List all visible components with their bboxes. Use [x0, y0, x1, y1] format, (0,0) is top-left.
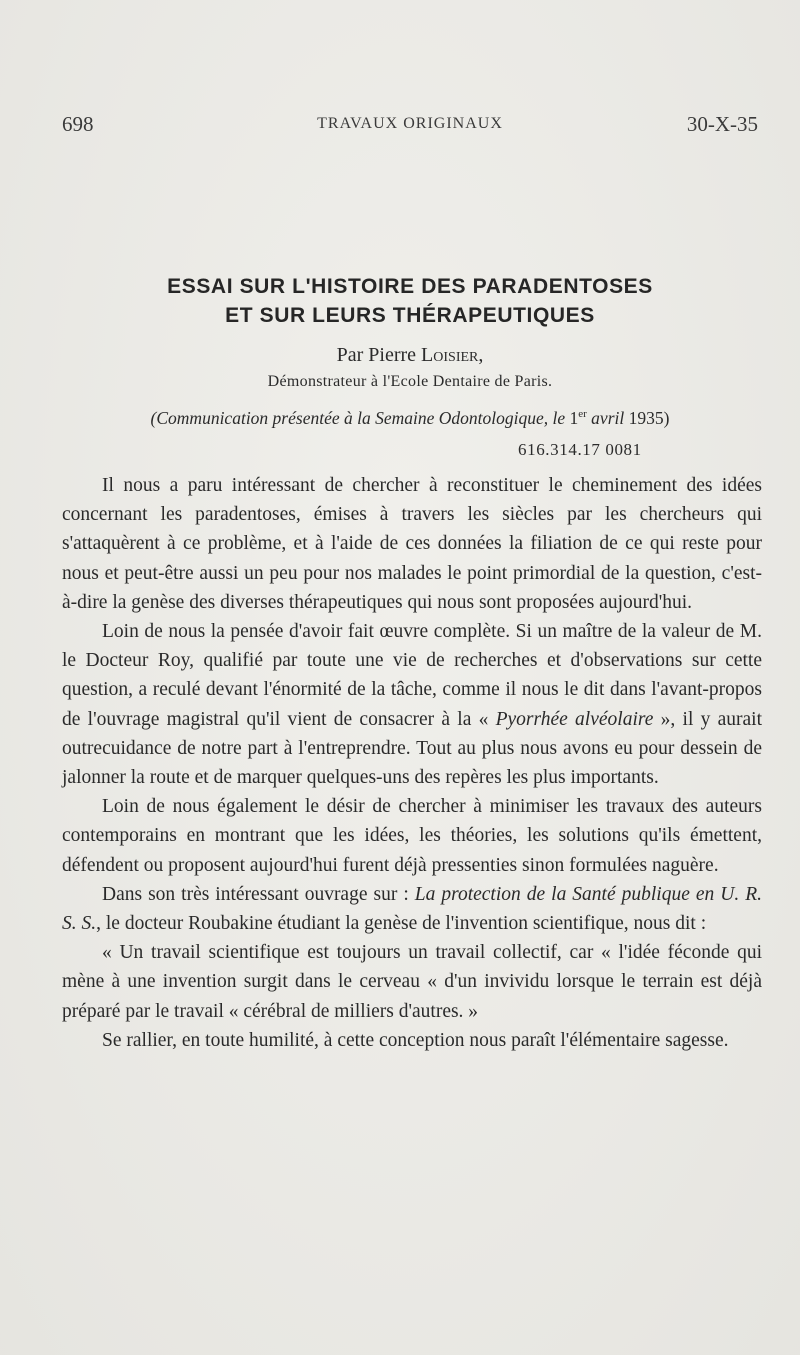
- running-head: [62, 112, 758, 142]
- quotation: « Un travail scientifique est toujours un travail collectif, car « l'idée féconde qui mène à une invention surgit dans le cerveau « d'un invividu lorsque le terrain est déjà préparé par le travail « cérébral de milliers d'autres. »: [62, 942, 762, 1022]
- communication-text: (Communication présentée à la Semaine Odontologique, le: [150, 408, 570, 428]
- paragraph-2-text-b: », il y aurait outrecuidance de notre part à l'entreprendre. Tout au plus nous avons eu pour dessein de jalonner la route et de marquer quelques-uns des repères les plus importants.: [62, 708, 762, 789]
- article-body: [62, 471, 762, 1055]
- paragraph-4: [62, 880, 762, 938]
- paragraph-4-text-a: Dans son très intéressant ouvrage sur :: [102, 883, 415, 905]
- communication-day-suffix: er: [578, 408, 587, 421]
- page-number: 698: [62, 112, 94, 136]
- author-name: Loisier: [421, 344, 479, 366]
- article-title-line-1: ESSAI SUR L'HISTOIRE DES PARADENTOSES: [167, 275, 653, 298]
- paragraph-4-text-b: , le docteur Roubakine étudiant la genèse de l'invention scientifique, nous dit :: [96, 913, 707, 935]
- communication-note: [60, 408, 760, 429]
- communication-close: ): [663, 408, 670, 428]
- author-affiliation: Démonstrateur à l'Ecole Dentaire de Paris.: [267, 373, 553, 390]
- article-title: [60, 272, 760, 330]
- paragraph-1: Il nous a paru intéressant de chercher à reconstituer le cheminement des idées concernant les paradentoses, émises à travers les siècles par les chercheurs qui s'attaquèrent à ce problème, et à l'aide de ces données la filiation de ce qui reste pour nous et peut-être aussi un peu pour nos malades le point primordial de la question, c'est-à-dire la genèse des diverses thérapeutiques qui nous sont proposées aujourd'hui.: [62, 475, 762, 613]
- classification-number: 616.314.17 0081: [518, 440, 642, 459]
- paragraph-2-italic: Pyorrhée alvéolaire: [495, 708, 654, 730]
- communication-day: 1: [569, 408, 579, 428]
- communication-month: avril: [586, 408, 629, 428]
- author-line: [60, 344, 760, 367]
- paragraph-2: [62, 617, 762, 792]
- author-prefix: Par Pierre: [336, 344, 422, 366]
- article-title-line-2: ET SUR LEURS THÉRAPEUTIQUES: [225, 304, 595, 327]
- author-suffix: ,: [478, 344, 484, 366]
- section-title: TRAVAUX ORIGINAUX: [317, 115, 503, 132]
- paragraph-2-text-a: Loin de nous la pensée d'avoir fait œuvre complète. Si un maître de la valeur de M. le Docteur Roy, qualifié par toute une vie de recherches et d'observations sur cette question, a reculé devant l'énormité de la tâche, comme il nous le dit dans l'avant-propos de l'ouvrage magistral qu'il vient de consacrer à la «: [62, 621, 762, 730]
- issue-date: 30-X-35: [686, 112, 758, 136]
- paragraph-3: Loin de nous également le désir de chercher à minimiser les travaux des auteurs contemporains en montrant que les idées, les théories, les solutions qu'ils émettent, défendent ou proposent aujourd'hui furent déjà pressenties sinon formulées naguère.: [62, 796, 762, 876]
- paragraph-5: Se rallier, en toute humilité, à cette conception nous paraît l'élémentaire sagesse.: [102, 1029, 729, 1051]
- communication-year: 1935: [628, 408, 664, 428]
- paragraph-4-italic: La protection de la Santé publique en U. R. S. S.: [62, 883, 763, 935]
